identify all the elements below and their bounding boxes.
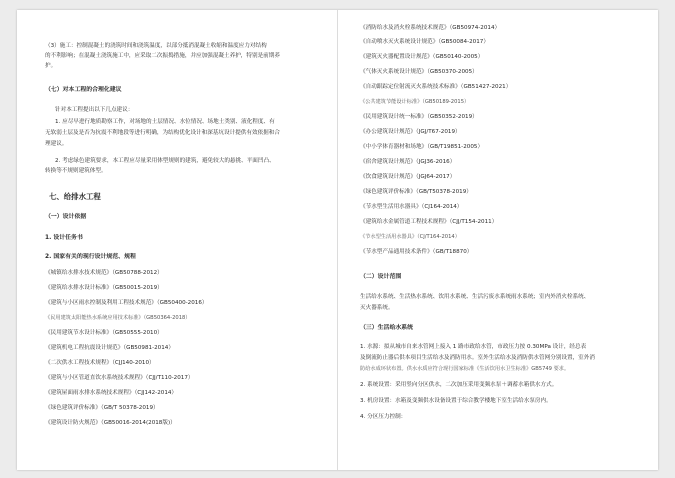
- para-construction-line: 护。: [45, 63, 57, 69]
- standard-item: 《二次供水工程技术规程》（CJJ140-2010）: [45, 360, 155, 366]
- standard-item: 《建筑屋面雨水排水系统技术规程》（CJJ142-2014）: [45, 390, 178, 396]
- standard-item: 《办公建筑设计规范》（JGJ/T67-2019）: [360, 129, 461, 135]
- standard-item: 《公共建筑节能设计标准》（GB50189-2015）: [360, 99, 470, 105]
- standard-item: 《民用建筑设计统一标准》（GB50352-2019）: [360, 114, 478, 120]
- suggestion-line: 2. 考虑绿色建筑要求，本工程应尽量采用体型规则的建筑，避免较大的悬挑、平面凹凸、: [55, 158, 275, 164]
- chapter-heading: 七、给排水工程: [49, 192, 101, 201]
- standard-item: 《饮食建筑设计规范》（JGJ64-2017）: [360, 174, 456, 180]
- standard-item: 《建筑机电工程抗震设计规范》（GB50981-2014）: [45, 345, 174, 351]
- standard-item: 《绿色建筑评价标准》（GB/T 50378-2019）: [45, 405, 159, 411]
- standard-item: 《自动喷水灭火系统设计规范》（GB50084-2017）: [360, 39, 489, 45]
- standard-item: 《建筑灭火器配置设计规范》（GB50140-2005）: [360, 54, 484, 60]
- standard-item: 《建筑给水排水设计标准》（GB50015-2019）: [45, 285, 163, 291]
- system-setup: 2. 系统设置：采用竖向分区供水，二次加压采用变频水泵＋调蓄水箱供水方式。: [360, 382, 558, 388]
- document-spread: [17, 10, 658, 470]
- scope-text-line: 灭火器系统。: [360, 305, 394, 311]
- suggestion-line: 无软弱土层及是否为抗震不利地段等进行明确，为结构优化设计和深基坑设计提供有效依据和合: [45, 130, 280, 136]
- standard-item: 《消防给水及消火栓系统技术规范》（GB50974-2014）: [360, 25, 501, 31]
- standard-item: 《建筑与小区管道直饮水系统技术规程》（CJJ/T110-2017）: [45, 375, 194, 381]
- intro-suggestions: 针对本工程提出以下几点建议：: [55, 107, 134, 113]
- para-construction-line: 的不利影响；在混凝土浇筑施工中，应采取二次振捣措施，并应加强混凝土养护，特别是前期养: [45, 53, 280, 59]
- machine-room-setup: 3. 机房设置：水箱及变频供水设备设置于综合教学楼地下室生活给水泵房内。: [360, 398, 552, 404]
- standard-item: 《建筑给水金属管道工程技术规程》（CJJ/T154-2011）: [360, 219, 498, 225]
- suggestion-line: 理建议。: [45, 141, 68, 147]
- heading-scope: （二）设计范围: [360, 274, 402, 280]
- heading-rationality: （七）对本工程的合理化建议: [45, 87, 122, 93]
- heading-design-basis: （一）设计依据: [45, 214, 87, 220]
- standard-item: 《绿色建筑评价标准》（GB/T50378-2019）: [360, 189, 472, 195]
- suggestion-line: 1. 应尽早进行地质勘察工作，对场地的土层情况、水位情况、场地土类别、液化程度、有: [55, 119, 275, 125]
- suggestion-line: 转换等不规则建筑体型。: [45, 168, 107, 174]
- standard-item: 《城镇给水排水技术规范》（GB50788-2012）: [45, 270, 163, 276]
- standard-item: 《气体灭火系统设计规范》（GB50370-2005）: [360, 69, 478, 75]
- page-gutter: [337, 10, 338, 470]
- heading-water-supply: （三）生活给水系统: [360, 325, 414, 331]
- standard-item: 《民用建筑节水设计标准》（GB50555-2010）: [45, 330, 163, 336]
- standard-item: 《节水型生活用水器具》（CJ/T164-2014）: [360, 234, 460, 240]
- scope-text-line: 生活给水系统、生活热水系统、饮用水系统、生活污废水系统雨水系统；室内外消火栓系统、: [360, 294, 590, 300]
- standard-item: 《建筑与小区雨水控制及利用工程技术规范》（GB50400-2016）: [45, 300, 208, 306]
- heading-standards: 2. 国家有关的现行设计规范、规程: [45, 254, 136, 260]
- standard-item: 《建筑设计防火规范》（GB50016-2014(2018版)）: [45, 420, 176, 426]
- water-source-line: 及倒流防止器后供本项目生活给水及消防用水。室外生活给水及消防供水管网分别设置，室外消: [360, 355, 595, 361]
- water-source-line: 1. 水源：拟从城市自来水管网上接入 1 路市政给水管，市政压力按 0.30MPa 设计，经总表: [360, 344, 587, 350]
- heading-design-docs: 1. 设计任务书: [45, 235, 83, 241]
- standard-item: 《节水型产品通用技术条件》（GB/T18870）: [360, 249, 473, 255]
- standard-item: 《民用建筑太阳能热水系统应用技术标准》（GB50364-2018）: [45, 315, 191, 321]
- standard-item: 《节水型生活用水器具》（CJ164-2014）: [360, 204, 463, 210]
- para-construction-line: （3）施工：控制混凝土的浇筑时间和浇筑温度，以部分抵消混凝土收缩和温度应力对结构: [45, 43, 267, 49]
- standard-item: 《中小学体育器材和场地》（GB/T19851-2005）: [360, 144, 484, 150]
- zone-pressure-control: 4. 分区压力控制：: [360, 414, 407, 420]
- water-source-line: 防给水成环状布置。供水水质应符合现行国家标准《生活饮用水卫生标准》GB5749 要求。: [360, 366, 570, 372]
- standard-item: 《自动跟踪定位射流灭火系统技术标准》（GB51427-2021）: [360, 84, 512, 90]
- standard-item: 《宿舍建筑设计规范》（JGJ36-2016）: [360, 159, 456, 165]
